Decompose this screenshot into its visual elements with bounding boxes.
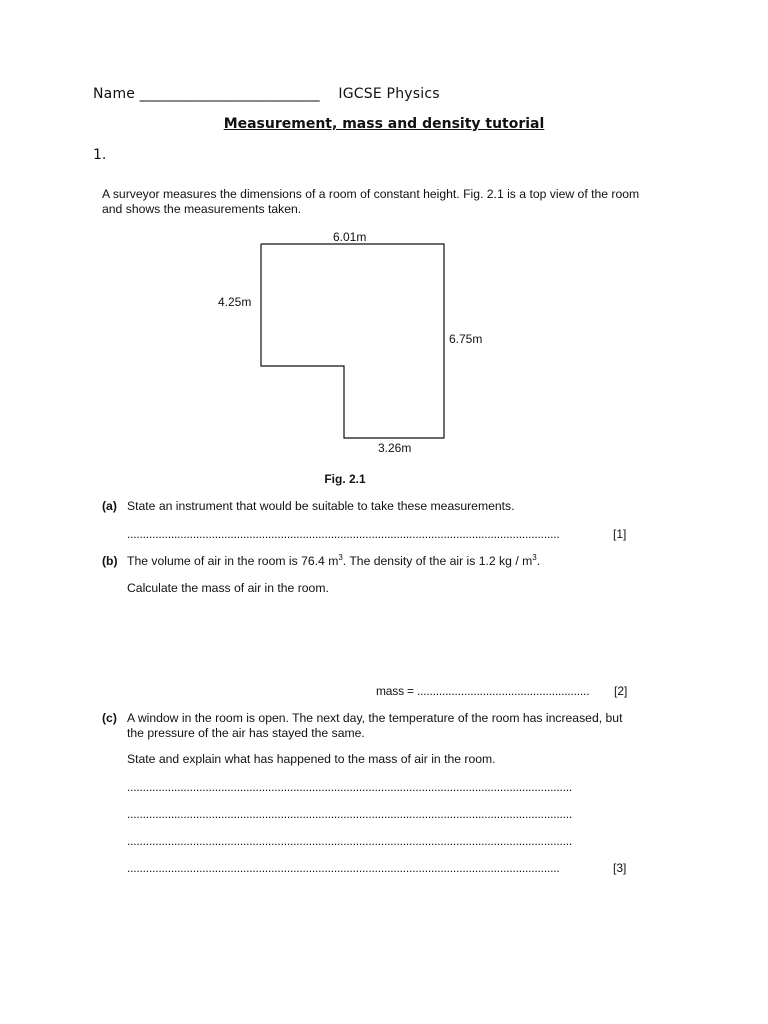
room-top-view-diagram	[0, 0, 768, 480]
part-c-answer-line[interactable]: ..............................................................................................................................................	[127, 807, 573, 821]
figure-caption: Fig. 2.1	[324, 472, 366, 486]
part-b-marks: [2]	[614, 684, 628, 698]
dimension-bottom: 3.26m	[378, 441, 412, 455]
part-b-text	[127, 554, 637, 569]
part-c-text: A window in the room is open. The next day, the temperature of the room has increased, but the pressure of the air has stayed the same.	[127, 711, 623, 740]
part-a-text: State an instrument that would be suitable to take these measurements.	[127, 499, 515, 513]
subject-label: IGCSE Physics	[338, 86, 440, 102]
part-b-text-mid: . The density of the air is 1.2 kg / m	[342, 554, 533, 568]
question-intro: A surveyor measures the dimensions of a room of constant height. Fig. 2.1 is a top view of the room and shows the measurements taken.	[102, 187, 640, 216]
page-title: Measurement, mass and density tutorial	[223, 116, 545, 132]
dimension-right: 6.75m	[449, 332, 483, 346]
part-a-label: (a)	[102, 499, 117, 513]
part-b-label: (b)	[102, 554, 118, 568]
part-a-marks: [1]	[613, 527, 627, 541]
mass-answer-line[interactable]: .......................................................	[416, 684, 590, 698]
part-a-answer-line[interactable]: ..........................................................................................................................................	[127, 527, 560, 541]
part-b-instruction: Calculate the mass of air in the room.	[127, 581, 329, 595]
dimension-left: 4.25m	[218, 295, 252, 309]
part-c-answer-line[interactable]: ..............................................................................................................................................	[127, 834, 573, 848]
part-b-text-pre: The volume of air in the room is 76.4 m	[127, 554, 339, 568]
room-outline	[261, 244, 444, 438]
mass-label: mass =	[376, 684, 417, 698]
part-c-marks: [3]	[613, 861, 627, 875]
part-c-answer-line[interactable]: ..............................................................................................................................................	[127, 780, 573, 794]
part-b-answer[interactable]	[376, 684, 589, 698]
part-b-text-post: .	[536, 554, 541, 568]
part-b-sup-1: 3	[338, 552, 343, 562]
part-c-instruction: State and explain what has happened to the mass of air in the room.	[127, 752, 496, 766]
question-number: 1.	[93, 147, 107, 163]
name-blank: _________________________	[139, 86, 320, 102]
dimension-top: 6.01m	[333, 230, 367, 244]
part-c-answer-line[interactable]: ..........................................................................................................................................	[127, 861, 560, 875]
part-c-label: (c)	[102, 711, 117, 725]
name-label: Name	[93, 86, 136, 102]
part-b-sup-2: 3	[532, 552, 537, 562]
